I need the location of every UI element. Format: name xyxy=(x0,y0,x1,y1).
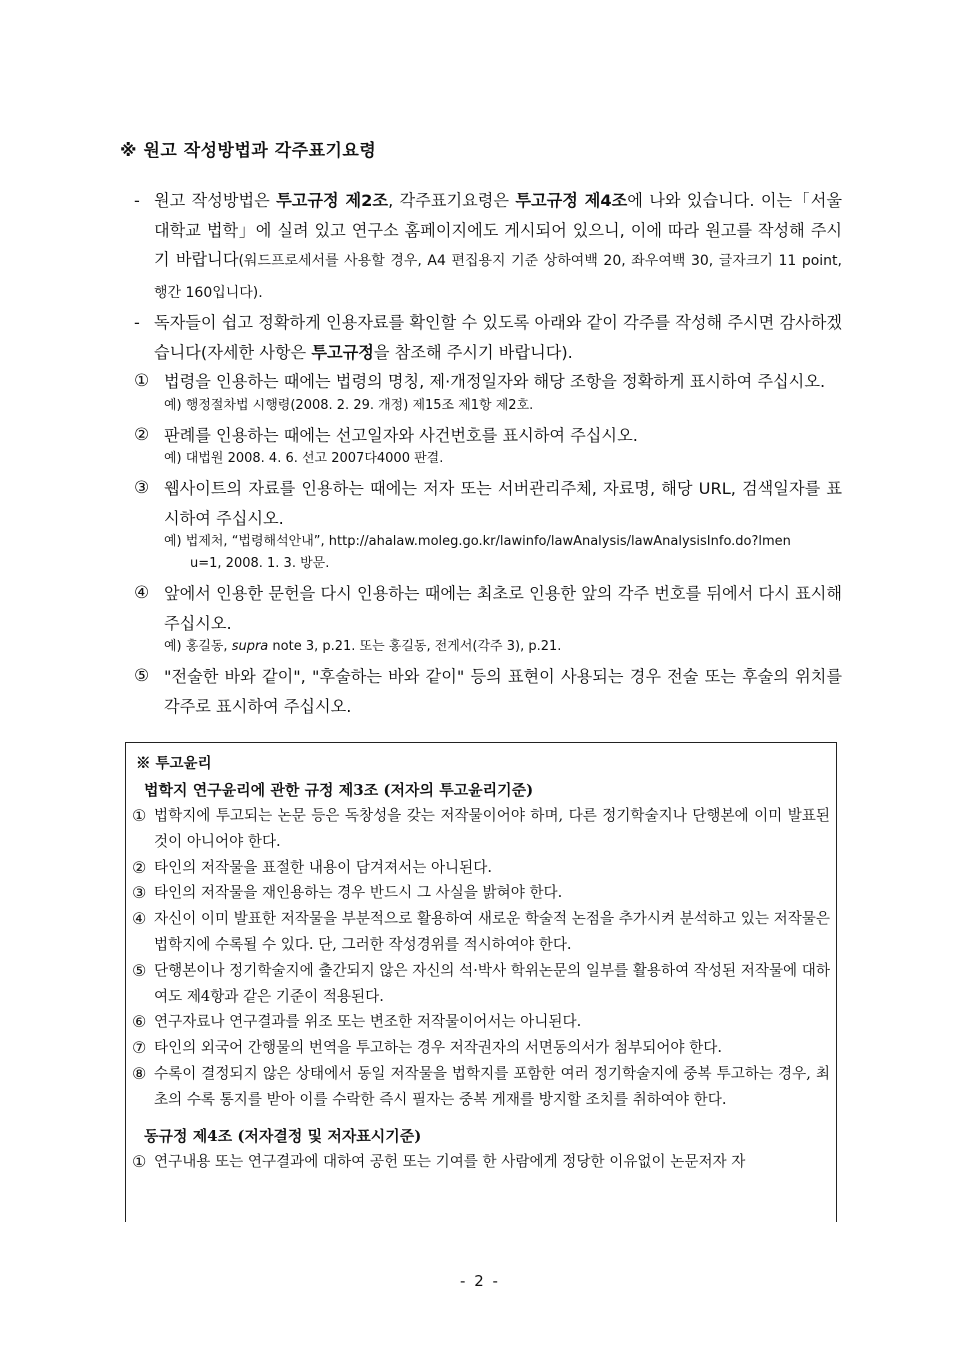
circled-number: ③ xyxy=(132,883,147,903)
guide-paragraph-2 xyxy=(130,308,842,367)
small-text-run: (워드프로세서를 사용할 경우, A4 편집용지 기준 상하여백 20, 좌우여백 30, 글자크기 11 point, 행간 160입니다). xyxy=(154,253,842,301)
ethics-item-text: 법학지에 투고되는 논문 등은 독창성을 갖는 저작물이어야 하며, 다른 정기학술지나 단행본에 이미 발표된 것이 아니어야 한다. xyxy=(154,807,830,850)
ethics-item-text: 수록이 결정되지 않은 상태에서 동일 저작물을 법학지를 포함한 여러 정기학술지에 중복 투고하는 경우, 최초의 수록 통지를 받아 이를 수락한 즉시 필자는 중복 게재를 방지할 조치를 취하여야 한다. xyxy=(154,1064,830,1108)
dash-marker: - xyxy=(134,313,140,332)
guide-example-2 xyxy=(130,448,842,470)
example-text: 예) 대법원 2008. 4. 6. 선고 2007다4000 판결. xyxy=(164,451,444,466)
circled-number: ② xyxy=(132,857,147,877)
example-italic-text: supra xyxy=(231,639,269,654)
guide-item-text: 법령을 인용하는 때에는 법령의 명칭, 제·개정일자와 해당 조항을 정확하게 표시하여 주십시오. xyxy=(164,372,826,391)
example-text: note 3, p.21. 또는 홍길동, 전게서(각주 3), p.21. xyxy=(268,639,562,654)
guide-item-text: 판례를 인용하는 때에는 선고일자와 사건번호를 표시하여 주십시오. xyxy=(164,425,638,445)
ethics-item-3 xyxy=(132,880,830,906)
dash-marker: - xyxy=(134,191,140,210)
guide-item-1 xyxy=(130,367,842,397)
circled-number: ⑧ xyxy=(132,1063,147,1083)
guide-example-3 xyxy=(130,531,842,575)
page-number: - 2 - xyxy=(460,1272,500,1290)
text-run: 에 나와 있습니다. 이는「서울대학교 법학」에 실려 있고 연구소 홈페이지에도 게시되어 있으니, 이에 따라 원고를 작성해 주시기 바랍니다 xyxy=(154,191,842,269)
circled-number: ③ xyxy=(134,478,150,498)
guide-item-text: 웹사이트의 자료를 인용하는 때에는 저자 또는 서버관리주체, 자료명, 해당 URL, 검색일자를 표시하여 주십시오. xyxy=(164,479,842,528)
spacer xyxy=(132,1113,830,1123)
ethics-item-5 xyxy=(132,958,830,1010)
circled-number: ⑤ xyxy=(132,960,147,980)
writing-guide xyxy=(130,186,842,721)
text-run: 원고 작성방법은 xyxy=(154,191,277,210)
ethics-item2-1 xyxy=(132,1149,830,1175)
circled-number: ① xyxy=(132,806,147,825)
guide-item-2 xyxy=(130,421,842,451)
circled-number: ⑥ xyxy=(132,1012,147,1032)
bold-run: 투고규정 제2조 xyxy=(276,191,389,210)
ethics-item-text: 타인의 저작물을 표절한 내용이 담겨져서는 아니된다. xyxy=(154,858,492,876)
guide-item-5 xyxy=(130,662,842,721)
example-text: 예) 홍길동, xyxy=(164,639,232,654)
example-text: 예) 행정절차법 시행령(2008. 2. 29. 개정) 제15조 제1항 제2호. xyxy=(164,397,534,413)
ethics-item-text: 타인의 외국어 간행물의 번역을 투고하는 경우 저작권자의 서면동의서가 첨부되어야 한다. xyxy=(154,1039,723,1057)
ethics-item-text: 연구자료나 연구결과를 위조 또는 변조한 저작물이어서는 아니된다. xyxy=(154,1013,582,1031)
circled-number: ⑤ xyxy=(134,666,150,686)
ethics-item-7 xyxy=(132,1035,830,1061)
circled-number: ① xyxy=(134,371,150,391)
ethics-item-text: 연구내용 또는 연구결과에 대하여 공헌 또는 기여를 한 사람에게 정당한 이유없이 논문저자 자 xyxy=(154,1152,746,1170)
guide-item-4 xyxy=(130,579,842,638)
circled-number: ② xyxy=(134,424,150,445)
example-text-continued: u=1, 2008. 1. 3. 방문. xyxy=(190,556,330,571)
ethics-item-text: 타인의 저작물을 재인용하는 경우 반드시 그 사실을 밝혀야 한다. xyxy=(154,884,563,902)
guide-item-text: "전술한 바와 같이", "후술하는 바와 같이" 등의 표현이 사용되는 경우 전술 또는 후술의 위치를 각주로 표시하여 주십시오. xyxy=(164,667,842,716)
text-run: 을 참조해 주시기 바랍니다). xyxy=(373,342,573,362)
ethics-item-6 xyxy=(132,1009,830,1035)
ethics-heading: ※ 투고윤리 xyxy=(136,755,212,772)
text-run: 독자들이 쉽고 정확하게 인용자료를 확인할 수 있도록 아래와 같이 각주를 작성해 주시면 감사하겠습니다(자세한 사항은 xyxy=(154,313,842,362)
circled-number: ④ xyxy=(132,909,147,929)
circled-number: ① xyxy=(132,1151,147,1171)
guide-item-text: 앞에서 인용한 문헌을 다시 인용하는 때에는 최초로 인용한 앞의 각주 번호를 뒤에서 다시 표시해 주십시오. xyxy=(164,584,842,633)
guide-example-4 xyxy=(130,636,842,658)
ethics-article-title-2: 동규정 제4조 (저자결정 및 저자표시기준) xyxy=(144,1126,422,1145)
example-text: 예) 법제처, “법령해석안내”, http://ahalaw.moleg.go.kr/lawinfo/lawAnalysis/lawAnalysisInfo.do?lmen xyxy=(164,534,791,549)
ethics-article-title: 법학지 연구윤리에 관한 규정 제3조 (저자의 투고윤리기준) xyxy=(144,781,534,799)
bold-run: 투고규정 xyxy=(311,342,374,362)
ethics-item-text: 단행본이나 정기학술지에 출간되지 않은 자신의 석·박사 학위논문의 일부를 활용하여 작성된 저작물에 대하여도 제4항과 같은 기준이 적용된다. xyxy=(154,961,830,1005)
circled-number: ④ xyxy=(134,583,150,603)
guide-example-1 xyxy=(130,395,842,417)
ethics-item-4 xyxy=(132,906,830,958)
bold-run: 투고규정 제4조 xyxy=(515,191,628,210)
ethics-item-8 xyxy=(132,1061,830,1113)
circled-number: ⑦ xyxy=(132,1038,147,1058)
section-heading: ※ 원고 작성방법과 각주표기요령 xyxy=(120,141,377,161)
ethics-item-2 xyxy=(132,855,830,881)
ethics-item-1 xyxy=(132,803,830,855)
text-run: , 각주표기요령은 xyxy=(388,191,516,210)
guide-item-3 xyxy=(130,474,842,533)
ethics-item-text: 자신이 이미 발표한 저작물을 부분적으로 활용하여 새로운 학술적 논점을 추가시켜 분석하고 있는 저작물은 법학지에 수록될 수 있다. 단, 그러한 작성경위를 적시하여야 한다. xyxy=(154,910,830,953)
guide-paragraph-1 xyxy=(130,186,842,308)
ethics-box xyxy=(125,742,837,1222)
